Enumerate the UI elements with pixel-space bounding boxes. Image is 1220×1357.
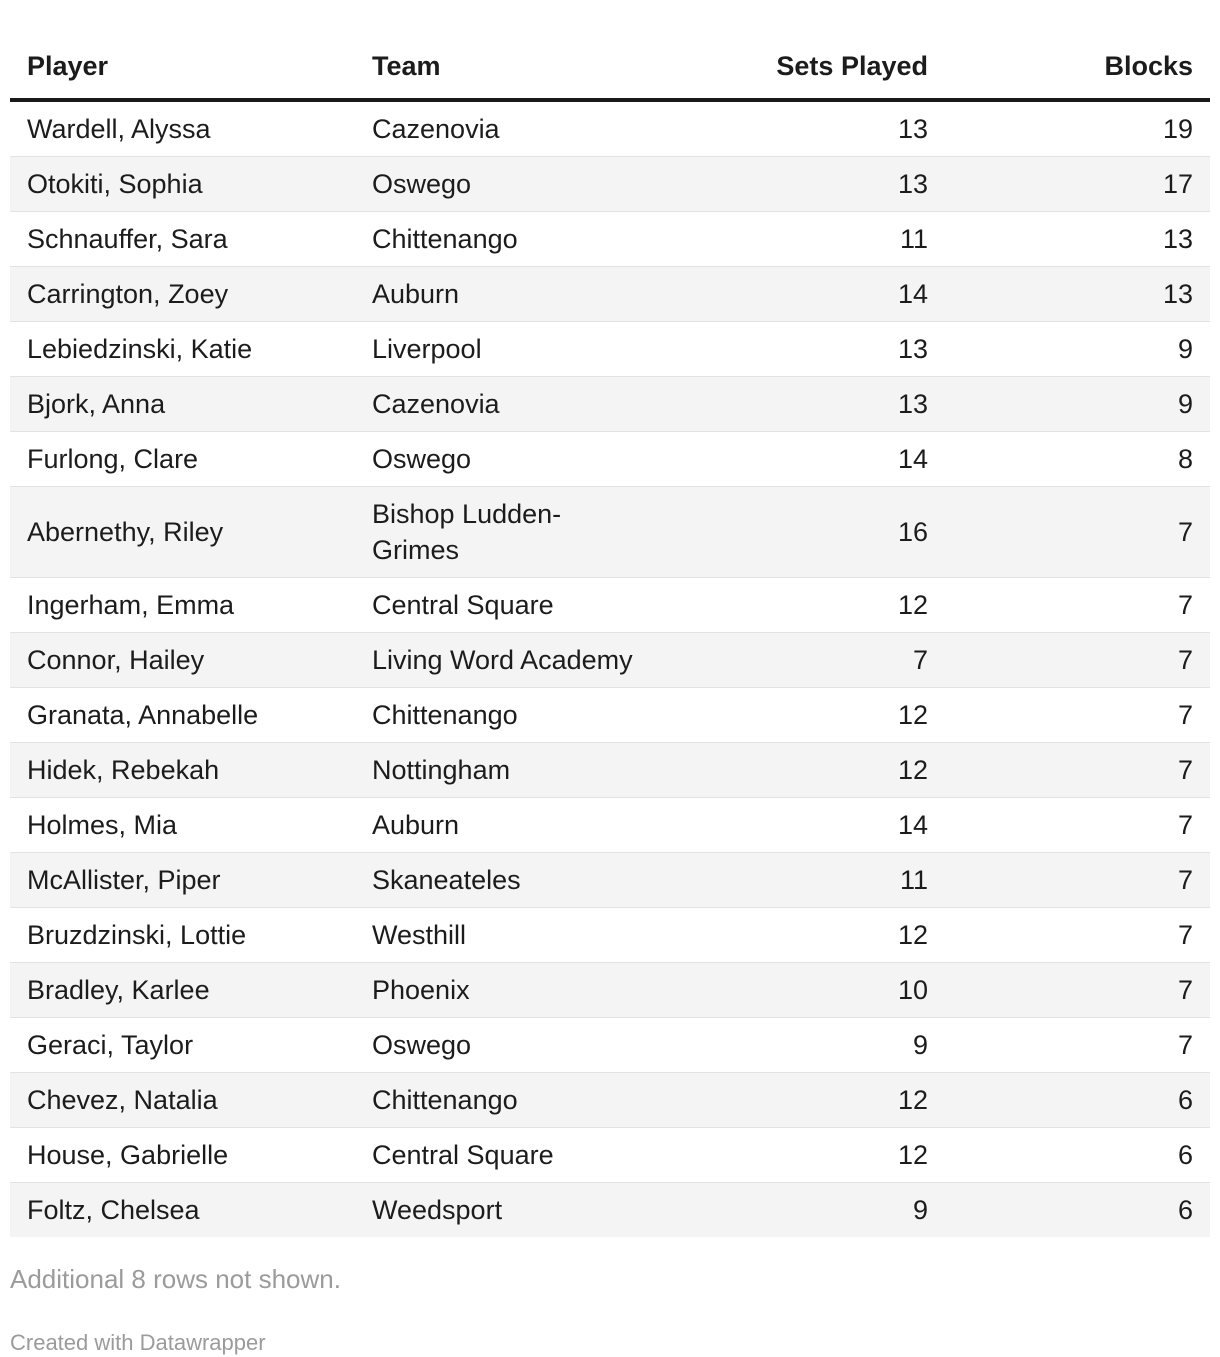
player-cell: Ingerham, Emma xyxy=(27,590,235,620)
blocks-cell: 9 xyxy=(1177,389,1193,419)
blocks-cell: 13 xyxy=(1162,279,1193,309)
table-row xyxy=(10,1183,1210,1238)
table-row xyxy=(10,157,1210,212)
blocks-cell: 7 xyxy=(1177,645,1193,675)
player-cell: House, Gabrielle xyxy=(27,1140,229,1170)
team-cell: Nottingham xyxy=(372,755,511,785)
table-row xyxy=(10,688,1210,743)
column-header-blocks: Blocks xyxy=(1104,51,1193,81)
table-row xyxy=(10,377,1210,432)
sets-played-cell: 10 xyxy=(897,975,928,1005)
header-row xyxy=(10,40,1210,100)
player-cell: Lebiedzinski, Katie xyxy=(27,334,253,364)
table-row xyxy=(10,798,1210,853)
team-cell: Liverpool xyxy=(372,334,482,364)
player-cell: Bradley, Karlee xyxy=(27,975,210,1005)
team-cell: Chittenango xyxy=(372,700,518,730)
blocks-cell: 8 xyxy=(1177,444,1193,474)
player-cell: Holmes, Mia xyxy=(27,810,178,840)
table-row xyxy=(10,578,1210,633)
blocks-cell: 19 xyxy=(1162,114,1193,144)
blocks-cell: 6 xyxy=(1177,1085,1193,1115)
sets-played-cell: 14 xyxy=(897,444,928,474)
team-cell: Oswego xyxy=(372,1030,472,1060)
player-cell: Carrington, Zoey xyxy=(27,279,229,309)
team-cell: Cazenovia xyxy=(372,114,500,144)
player-cell: Bjork, Anna xyxy=(27,389,166,419)
table-row xyxy=(10,432,1210,487)
sets-played-cell: 12 xyxy=(897,920,928,950)
blocks-cell: 7 xyxy=(1177,1030,1193,1060)
table-row xyxy=(10,963,1210,1018)
sets-played-cell: 13 xyxy=(897,389,928,419)
sets-played-cell: 13 xyxy=(897,334,928,364)
table-row xyxy=(10,1018,1210,1073)
player-cell: Connor, Hailey xyxy=(27,645,205,675)
team-cell: Weedsport xyxy=(372,1195,503,1225)
team-cell: Auburn xyxy=(372,810,460,840)
stats-table xyxy=(10,40,1210,1237)
table-row xyxy=(10,100,1210,157)
blocks-cell: 7 xyxy=(1177,755,1193,785)
column-header-team: Team xyxy=(372,51,441,81)
player-cell: Foltz, Chelsea xyxy=(27,1195,200,1225)
blocks-cell: 9 xyxy=(1177,334,1193,364)
player-cell: McAllister, Piper xyxy=(27,865,221,895)
sets-played-cell: 14 xyxy=(897,279,928,309)
blocks-cell: 7 xyxy=(1177,590,1193,620)
blocks-cell: 6 xyxy=(1177,1140,1193,1170)
table-row xyxy=(10,487,1210,578)
sets-played-cell: 7 xyxy=(912,645,928,675)
table-row xyxy=(10,743,1210,798)
team-cell: Chittenango xyxy=(372,1085,518,1115)
column-header-player: Player xyxy=(27,51,109,81)
sets-played-cell: 12 xyxy=(897,1140,928,1170)
table-row xyxy=(10,853,1210,908)
sets-played-cell: 12 xyxy=(897,590,928,620)
sets-played-cell: 11 xyxy=(899,865,928,895)
team-cell: Oswego xyxy=(372,169,472,199)
team-cell: Phoenix xyxy=(372,975,470,1005)
blocks-cell: 6 xyxy=(1177,1195,1193,1225)
sets-played-cell: 12 xyxy=(897,700,928,730)
player-cell: Wardell, Alyssa xyxy=(27,114,211,144)
table-body xyxy=(10,100,1210,1237)
sets-played-cell: 16 xyxy=(897,517,928,547)
table-row xyxy=(10,633,1210,688)
table-row xyxy=(10,1128,1210,1183)
column-header-sets-played: Sets Played xyxy=(776,51,928,81)
team-cell: Cazenovia xyxy=(372,389,500,419)
player-cell: Schnauffer, Sara xyxy=(27,224,228,254)
sets-played-cell: 11 xyxy=(899,224,928,254)
blocks-cell: 7 xyxy=(1177,810,1193,840)
sets-played-cell: 12 xyxy=(897,1085,928,1115)
blocks-cell: 13 xyxy=(1162,224,1193,254)
team-cell: Westhill xyxy=(372,920,467,950)
table-row xyxy=(10,212,1210,267)
table-header xyxy=(10,40,1210,100)
sets-played-cell: 13 xyxy=(897,169,928,199)
team-cell: Central Square xyxy=(372,590,554,620)
player-cell: Abernethy, Riley xyxy=(27,517,224,547)
player-cell: Hidek, Rebekah xyxy=(27,755,220,785)
table-row xyxy=(10,1073,1210,1128)
sets-played-cell: 14 xyxy=(897,810,928,840)
player-cell: Granata, Annabelle xyxy=(27,700,259,730)
blocks-cell: 7 xyxy=(1177,865,1193,895)
team-cell: Central Square xyxy=(372,1140,554,1170)
sets-played-cell: 9 xyxy=(912,1030,928,1060)
team-cell: Living Word Academy xyxy=(372,645,633,675)
sets-played-cell: 12 xyxy=(897,755,928,785)
player-cell: Otokiti, Sophia xyxy=(27,169,203,199)
sets-played-cell: 13 xyxy=(897,114,928,144)
team-cell: Auburn xyxy=(372,279,460,309)
datawrapper-credit: Created with Datawrapper xyxy=(10,1330,266,1355)
player-cell: Bruzdzinski, Lottie xyxy=(27,920,247,950)
blocks-cell: 7 xyxy=(1177,700,1193,730)
blocks-cell: 7 xyxy=(1177,920,1193,950)
sets-played-cell: 9 xyxy=(912,1195,928,1225)
table-row xyxy=(10,908,1210,963)
team-cell: Oswego xyxy=(372,444,472,474)
team-cell: Chittenango xyxy=(372,224,518,254)
blocks-cell: 17 xyxy=(1162,169,1193,199)
blocks-cell: 7 xyxy=(1177,517,1193,547)
player-cell: Chevez, Natalia xyxy=(27,1085,218,1115)
team-cell: Bishop Ludden-Grimes xyxy=(372,499,562,565)
table-row xyxy=(10,267,1210,322)
team-cell: Skaneateles xyxy=(372,865,521,895)
player-cell: Furlong, Clare xyxy=(27,444,199,474)
additional-rows-note: Additional 8 rows not shown. xyxy=(10,1264,341,1294)
blocks-cell: 7 xyxy=(1177,975,1193,1005)
table-row xyxy=(10,322,1210,377)
player-cell: Geraci, Taylor xyxy=(27,1030,194,1060)
